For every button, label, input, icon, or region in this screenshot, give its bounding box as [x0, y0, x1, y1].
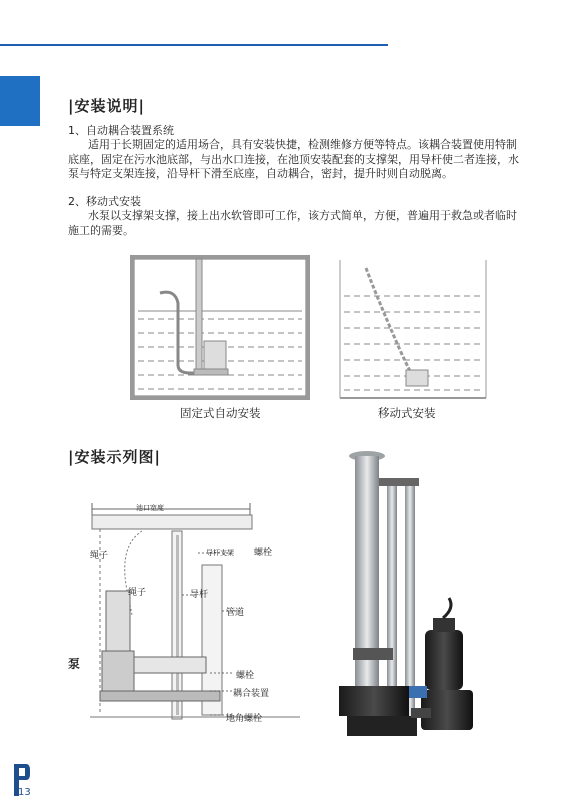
page-number: 13 — [18, 787, 31, 798]
label-bolt-1: 螺栓 — [254, 548, 273, 558]
item-1-body: 适用于长期固定的适用场合，具有安装快捷，检测维修方便等特点。该耦合装置使用特制底座，固定在污水池底部，与出水口连接，在池顶安装配套的支撑架，用导杆使二者连接，水泵与特定支架连接，沿导杆下滑至底座，自动耦合，密封，提升时则自动脱离。 — [68, 138, 519, 180]
label-pipe: 管道 — [226, 608, 245, 618]
item-2-heading: 2、移动式安装 — [68, 195, 141, 208]
item-1-heading: 1、自动耦合装置系统 — [68, 124, 174, 137]
label-guide-bracket: 导杆支架 — [206, 549, 234, 557]
mobile-install-caption: 移动式安装 — [378, 406, 436, 420]
pump-product-photo — [325, 448, 485, 748]
label-pump: 泵 — [68, 657, 81, 671]
mobile-install-diagram — [338, 260, 488, 400]
section-title-example: |安装示列图| — [68, 448, 161, 466]
label-bolt-2: 螺栓 — [236, 671, 255, 681]
install-technical-drawing — [60, 495, 310, 735]
label-coupling: 耦合装置 — [233, 689, 270, 699]
label-pool-width: 池口宽度 — [136, 504, 164, 512]
label-rope-1: 绳子 — [90, 551, 109, 561]
fixed-install-diagram — [130, 255, 310, 400]
side-tab — [0, 76, 40, 126]
fixed-install-caption: 固定式自动安装 — [180, 406, 261, 420]
header-rule — [0, 44, 388, 46]
label-rope-2: 绳子 — [128, 588, 147, 598]
label-anchor-bolt: 地角螺栓 — [226, 714, 263, 724]
label-guide-rod: 导杆 — [190, 590, 209, 600]
section-title-installation: |安装说明| — [68, 97, 145, 115]
item-2-body: 水泵以支撑架支撑，接上出水软管即可工作，该方式简单，方便，普遍用于救急或者临时施工的需要。 — [68, 209, 517, 237]
